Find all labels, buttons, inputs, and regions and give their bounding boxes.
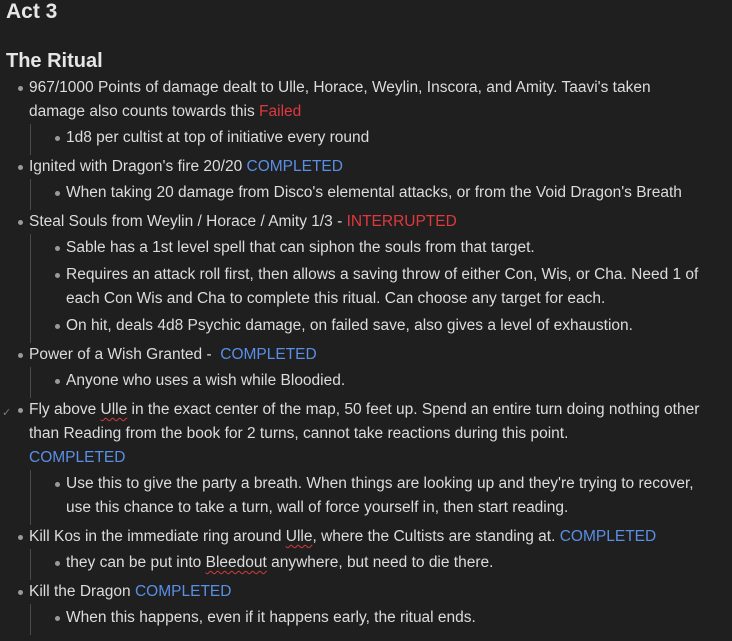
item-text: anywhere, but need to die there.	[266, 554, 494, 571]
list-item-damage[interactable]	[0, 76, 732, 124]
sublist	[30, 179, 732, 210]
bullet-icon	[18, 165, 23, 170]
bullet-icon	[18, 408, 23, 413]
item-text: When taking 20 damage from Disco's elemental attacks, or from the Void Dragon's Breath	[66, 184, 682, 201]
sublist	[30, 367, 732, 398]
sublist	[30, 470, 732, 525]
bullet-icon	[18, 220, 23, 225]
list-item[interactable]	[31, 369, 732, 393]
item-text: Use this to give the party a breath. When things are looking up and they're trying to recover, use this chance to take a turn, wall of force yourself in, then start reading.	[66, 475, 694, 516]
list-item-ignited[interactable]	[0, 155, 732, 179]
bullet-icon	[18, 86, 23, 91]
list-item-steal-souls[interactable]	[0, 210, 732, 234]
item-text: Kill the Dragon	[29, 583, 135, 600]
status-completed: COMPLETED	[29, 449, 126, 466]
section-title: The Ritual	[6, 50, 103, 72]
item-text: 1d8 per cultist at top of initiative every round	[66, 129, 370, 146]
bullet-icon	[55, 616, 60, 621]
item-text: Anyone who uses a wish while Bloodied.	[66, 372, 346, 389]
item-text: 967/1000 Points of damage dealt to Ulle, Horace, Weylin, Inscora, and Amity. Taavi's taken damage also counts towards this	[29, 79, 651, 120]
sublist	[30, 549, 732, 580]
bullet-icon	[55, 379, 60, 384]
spellcheck-word[interactable]: Ulle	[100, 401, 128, 418]
status-completed: COMPLETED	[246, 158, 343, 175]
list-item[interactable]	[31, 181, 732, 205]
spellcheck-word[interactable]: Ulle	[285, 528, 313, 545]
bullet-icon	[55, 246, 60, 251]
status-completed: COMPLETED	[134, 583, 232, 600]
act-title: Act 3	[6, 0, 58, 23]
spellcheck-word[interactable]: Bleedout	[205, 554, 267, 571]
list-item[interactable]	[31, 314, 732, 338]
list-item[interactable]	[31, 472, 732, 520]
sublist	[30, 604, 732, 635]
list-item-wish[interactable]	[0, 343, 732, 367]
bullet-icon	[55, 191, 60, 196]
bullet-icon	[18, 353, 23, 358]
bullet-icon	[55, 273, 60, 278]
bullet-icon	[55, 136, 60, 141]
status-completed: COMPLETED	[220, 346, 317, 363]
ritual-list	[0, 76, 732, 635]
status-interrupted: INTERRUPTED	[346, 213, 457, 230]
item-text: Requires an attack roll first, then allows a saving throw of either Con, Wis, or Cha. Need 1 of each Con Wis and Cha to complete this ritual. Can choose any target for each.	[66, 266, 699, 307]
status-completed: COMPLETED	[559, 528, 657, 545]
sublist	[30, 124, 732, 155]
list-item[interactable]	[31, 126, 732, 150]
list-item-kill-dragon[interactable]	[0, 580, 732, 604]
list-item-fly[interactable]	[0, 398, 732, 470]
list-item[interactable]	[31, 263, 732, 311]
list-item[interactable]	[31, 606, 732, 630]
item-text: Kill Kos in the immediate ring around	[29, 528, 286, 545]
status-failed: Failed	[259, 103, 302, 120]
item-text: When this happens, even if it happens early, the ritual ends.	[66, 609, 476, 626]
bullet-icon	[55, 482, 60, 487]
list-item-kill-kos[interactable]	[0, 525, 732, 549]
sublist	[30, 234, 732, 343]
bullet-icon	[18, 590, 23, 595]
item-text: Sable has a 1st level spell that can siphon the souls from that target.	[66, 239, 535, 256]
bullet-icon	[55, 561, 60, 566]
item-text: they can be put into	[66, 554, 206, 571]
check-icon[interactable]: ✓	[2, 407, 12, 419]
item-text: Ignited with Dragon's fire 20/20	[29, 158, 247, 175]
bullet-icon	[55, 324, 60, 329]
item-text: Power of a Wish Granted -	[29, 346, 221, 363]
list-item[interactable]	[31, 236, 732, 260]
item-text: Fly above	[29, 401, 101, 418]
item-text: On hit, deals 4d8 Psychic damage, on failed save, also gives a level of exhaustion.	[66, 317, 633, 334]
item-text: , where the Cultists are standing at.	[312, 528, 560, 545]
item-text: in the exact center of the map, 50 feet up. Spend an entire turn doing nothing other than Reading from the book for 2 turns, cannot take reactions during this point.	[29, 401, 700, 442]
item-text: Steal Souls from Weylin / Horace / Amity 1/3 -	[29, 213, 347, 230]
bullet-icon	[18, 535, 23, 540]
list-item[interactable]	[31, 551, 732, 575]
